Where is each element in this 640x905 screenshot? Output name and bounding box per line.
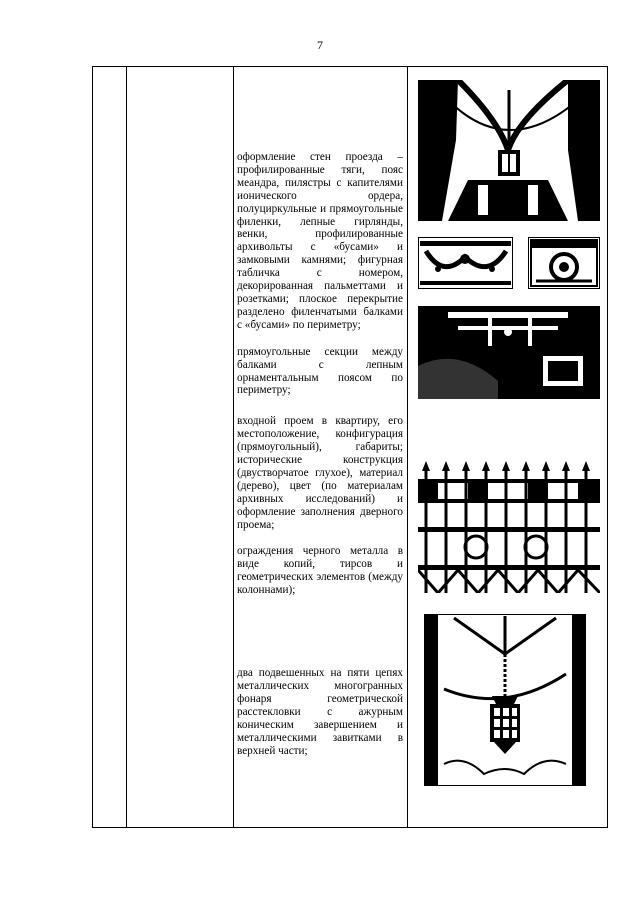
railings-text: ограждения черного металла в виде копий, тирсов и геометрических элементов (между колоннами);: [237, 545, 403, 597]
hanging-lantern-photo-icon: [424, 614, 586, 786]
ceiling-beams-photo: [418, 306, 600, 399]
beam-sections-text: прямоугольные секции между балками с лепным орнаментальным поясом по периметру;: [237, 345, 403, 397]
hanging-lantern-photo: [424, 614, 586, 786]
walls-decoration-text: оформление стен проезда – профилированные тяги, пояс меандра, пилястры с капителями ионического ордера, полуциркульные и прямоугольные филенки, лепные гирлянды, венки, профилированные архивольты с «бусами» и замковыми камнями; фигурная табличка с номером, декорированная пальметтами и розетками; плоское перекрытие разделено филенчатыми балками с «бусами» по периметру;: [237, 151, 403, 331]
iron-railing-photo: [418, 461, 600, 593]
lanterns-text: два подвешенных на пяти цепях металлических многогранных фонаря геометрической расстекловки с ажурным коническим завершением и металлическими завитками в верхней части;: [237, 667, 403, 757]
page-number: 7: [317, 38, 323, 52]
description-cell: [237, 151, 403, 757]
iron-railing-photo-icon: [418, 461, 600, 593]
ceiling-beams-photo-icon: [418, 306, 600, 399]
wreath-medallion-photo-icon: [528, 237, 600, 289]
column-divider-2: [233, 67, 234, 827]
lantern-vault-photo-icon: [418, 80, 600, 221]
column-divider-1: [126, 67, 127, 827]
garland-relief-photo-icon: [418, 237, 513, 289]
garland-relief-photo: [418, 237, 513, 289]
column-divider-3: [407, 67, 408, 827]
apartment-entrance-text: входной проем в квартиру, его местоположение, конфигурация (прямоугольный), габариты; исторические конструкция (двустворчатое глухое), материал (дерево), цвет (по материалам архивных исследований) и оформление заполнения дверного проема;: [237, 415, 403, 531]
lantern-vault-photo: [418, 80, 600, 221]
wreath-medallion-photo: [528, 237, 600, 289]
